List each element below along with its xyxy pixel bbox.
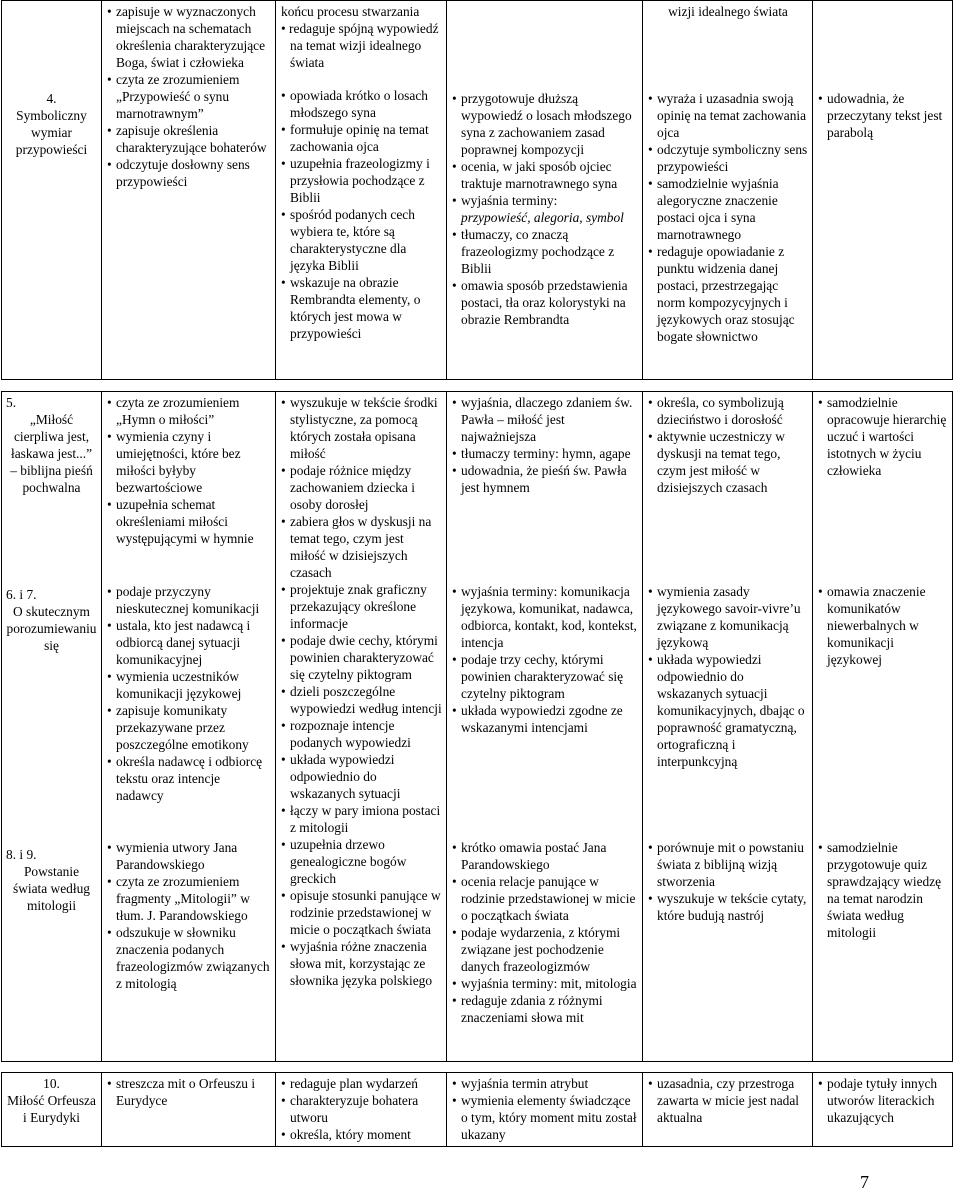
list-item: • odczytuje dosłowny sens przypowieści: [107, 156, 271, 190]
list-item: • redaguje opowiadanie z punktu widzenia danej postaci, przestrzegając norm kompozycyjnych i językowych oraz stosując bogate słownictwo: [648, 243, 808, 345]
page-number: 7: [860, 1172, 869, 1192]
list-item: • dzieli poszczególne wypowiedzi według intencji: [281, 683, 442, 717]
requirements-cell: [643, 1, 813, 380]
table-row: [2, 1, 953, 380]
list-item: • krótko omawia postać Jana Parandowskiego: [452, 839, 638, 873]
list-item: • czyta ze zrozumieniem fragmenty „Mitologii” w tłum. J. Parandowskiego: [107, 873, 271, 924]
list-item: • wyjaśnia terminy: komunikacja językowa, komunikat, nadawca, odbiorca, kontakt, kod, kontekst, intencja: [452, 583, 638, 651]
list-item: • wymienia zasady językowego savoir-vivre’u związane z komunikacją językową: [648, 583, 808, 651]
requirements-cell: [643, 1073, 813, 1147]
list-item: • porównuje mit o powstaniu świata z biblijną wizją stworzenia: [648, 839, 808, 890]
list-item: • wymienia czyny i umiejętności, które bez miłości byłyby bezwartościowe: [107, 428, 271, 496]
list-item: • redaguje plan wydarzeń: [281, 1075, 442, 1092]
list-item: • streszcza mit o Orfeuszu i Eurydyce: [107, 1075, 271, 1109]
requirements-cell: [276, 392, 447, 1062]
lesson-title: Powstanie świata według mitologii: [13, 864, 90, 913]
continued-text: • redaguje spójną wypowiedź na temat wizji idealnego świata: [281, 21, 439, 70]
requirements-cell: [813, 1073, 953, 1147]
list-item: • tłumaczy, co znaczą frazeologizmy pochodzące z Biblii: [452, 226, 638, 277]
list-item: • wyjaśnia różne znaczenia słowa mit, korzystając ze słownika języka polskiego: [281, 938, 442, 989]
list-item: • układa wypowiedzi zgodne ze wskazanymi intencjami: [452, 702, 638, 736]
lesson-number: 6. i 7.: [6, 587, 37, 602]
list-item: • omawia sposób przedstawienia postaci, tła oraz kolorystyki na obrazie Rembrandta: [452, 277, 638, 328]
requirements-cell: [643, 392, 813, 1062]
list-item: • aktywnie uczestniczy w dyskusji na temat tego, czym jest miłość w dzisiejszych czasach: [648, 428, 808, 496]
list-item: • zapisuje w wyznaczonych miejscach na schematach określenia charakteryzujące Boga, świat i człowieka: [107, 3, 271, 71]
requirements-cell: [276, 1073, 447, 1147]
list-item: • układa wypowiedzi odpowiednio do wskazanych sytuacji komunikacyjnych, dbając o poprawność gramatyczną, ortograficzną i interpunkcyjną: [648, 651, 808, 770]
list-item: • wyszukuje w tekście cytaty, które budują nastrój: [648, 890, 808, 924]
list-item: • określa nadawcę i odbiorcę tekstu oraz intencje nadawcy: [107, 753, 271, 804]
list-item: • wymienia utwory Jana Parandowskiego: [107, 839, 271, 873]
list-item: • podaje wydarzenia, z którymi związane jest pochodzenie danych frazeologizmów: [452, 924, 638, 975]
requirements-cell: [813, 392, 953, 1062]
list-item: • spośród podanych cech wybiera te, które są charakterystyczne dla języka Biblii: [281, 206, 442, 274]
list-item: • zapisuje określenia charakteryzujące bohaterów: [107, 122, 271, 156]
lesson-table-middle: [1, 391, 953, 1062]
lesson-number: 5.: [6, 395, 17, 410]
list-item: • łączy w pary imiona postaci z mitologii: [281, 802, 442, 836]
requirements-cell: [447, 392, 643, 1062]
list-item: • wyjaśnia termin atrybut: [452, 1075, 638, 1092]
continued-text: końcu procesu stwarzania: [281, 4, 420, 19]
list-item: • udowadnia, że przeczytany tekst jest parabolą: [818, 90, 948, 141]
list-item: • ocenia relacje panujące w rodzinie przedstawionej w micie o początkach świata: [452, 873, 638, 924]
list-item: • wskazuje na obrazie Rembrandta elementy, o których jest mowa w przypowieści: [281, 274, 442, 342]
lesson-table-top: [1, 0, 953, 380]
lesson-title: Miłość Orfeusza i Eurydyki: [7, 1093, 96, 1125]
list-item: • ustala, kto jest nadawcą i odbiorcą danej sytuacji komunikacyjnej: [107, 617, 271, 668]
list-item: • czyta ze zrozumieniem „Przypowieść o synu marnotrawnym”: [107, 71, 271, 122]
list-item: • uzupełnia schemat określeniami miłości występującymi w hymnie: [107, 496, 271, 547]
list-item: • określa, który moment: [281, 1126, 442, 1143]
lesson-number-cell: [2, 1, 102, 380]
requirements-cell: [102, 1073, 276, 1147]
list-item: • podaje dwie cechy, którymi powinien charakteryzować się czytelny piktogram: [281, 632, 442, 683]
requirements-cell: [102, 392, 276, 1062]
list-item: • podaje trzy cechy, którymi powinien charakteryzować się czytelny piktogram: [452, 651, 638, 702]
list-item: • samodzielnie wyjaśnia alegoryczne znaczenie postaci ojca i syna marnotrawnego: [648, 175, 808, 243]
list-item: • przygotowuje dłuższą wypowiedź o losach młodszego syna z zachowaniem zasad poprawnej kompozycji: [452, 90, 638, 158]
list-item: • udowadnia, że pieśń św. Pawła jest hymnem: [452, 462, 638, 496]
requirements-cell: [102, 1, 276, 380]
lesson-number: 8. i 9.: [6, 847, 37, 862]
requirements-cell: [813, 1, 953, 380]
list-item: • rozpoznaje intencje podanych wypowiedzi: [281, 717, 442, 751]
lesson-table-bottom: [1, 1072, 953, 1147]
list-item: • opisuje stosunki panujące w rodzinie przedstawionej w micie o początkach świata: [281, 887, 442, 938]
lesson-title: „Miłość cierpliwa jest, łaskawa jest...” – biblijna pieśń pochwalna: [10, 412, 93, 495]
requirements-cell: [276, 1, 447, 380]
list-item: • uzasadnia, czy przestroga zawarta w micie jest nadal aktualna: [648, 1075, 808, 1126]
list-item: • wymienia uczestników komunikacji językowej: [107, 668, 271, 702]
list-item: • omawia znaczenie komunikatów niewerbalnych w komunikacji językowej: [818, 583, 948, 668]
lesson-number: 4.: [46, 91, 57, 106]
list-item: • zabiera głos w dyskusji na temat tego, czym jest miłość w dzisiejszych czasach: [281, 513, 442, 581]
list-item: • czyta ze zrozumieniem „Hymn o miłości”: [107, 394, 271, 428]
list-item: • projektuje znak graficzny przekazujący określone informacje: [281, 581, 442, 632]
list-item: • zapisuje komunikaty przekazywane przez poszczególne emotikony: [107, 702, 271, 753]
terms-italic: przypowieść, alegoria, symbol: [461, 210, 624, 225]
list-item-text: wyjaśnia terminy:: [461, 193, 558, 208]
lesson-title: Symboliczny wymiar przypowieści: [15, 108, 88, 157]
list-item: • podaje tytuły innych utworów literackich ukazujących: [818, 1075, 948, 1126]
list-item: • opowiada krótko o losach młodszego syna: [281, 87, 442, 121]
lesson-number-cell: [2, 392, 102, 1062]
list-item: • charakteryzuje bohatera utworu: [281, 1092, 442, 1126]
list-item: • formułuje opinię na temat zachowania ojca: [281, 121, 442, 155]
list-item: • samodzielnie przygotowuje quiz sprawdzający wiedzę na temat narodzin świata według mitologii: [818, 839, 948, 941]
list-item: • układa wypowiedzi odpowiednio do wskazanych sytuacji: [281, 751, 442, 802]
list-item: • ocenia, w jaki sposób ojciec traktuje marnotrawnego syna: [452, 158, 638, 192]
lesson-title: O skutecznym porozumiewaniu się: [6, 604, 97, 653]
list-item: • odczytuje symboliczny sens przypowieści: [648, 141, 808, 175]
list-item: • samodzielnie opracowuje hierarchię uczuć i wartości istotnych w życiu człowieka: [818, 394, 948, 479]
list-item: • wyjaśnia terminy: mit, mitologia: [452, 975, 638, 992]
list-item: • wyszukuje w tekście środki stylistyczne, za pomocą których została opisana miłość: [281, 394, 442, 462]
list-item: • podaje przyczyny nieskutecznej komunikacji: [107, 583, 271, 617]
lesson-number-cell: [2, 1073, 102, 1147]
list-item: • podaje różnice między zachowaniem dziecka i osoby dorosłej: [281, 462, 442, 513]
list-item: • uzupełnia frazeologizmy i przysłowia pochodzące z Biblii: [281, 155, 442, 206]
requirements-cell: [447, 1, 643, 380]
list-item: • wymienia elementy świadczące o tym, który moment mitu został ukazany: [452, 1092, 638, 1143]
lesson-number: 10.: [43, 1076, 60, 1091]
list-item: • uzupełnia drzewo genealogiczne bogów greckich: [281, 836, 442, 887]
list-item: • wyraża i uzasadnia swoją opinię na temat zachowania ojca: [648, 90, 808, 141]
list-item: • redaguje zdania z różnymi znaczeniami słowa mit: [452, 992, 638, 1026]
table-row: [2, 1073, 953, 1147]
list-item: [452, 192, 638, 226]
continued-text: wizji idealnego świata: [668, 4, 788, 19]
requirements-cell: [447, 1073, 643, 1147]
table-row: [2, 392, 953, 1062]
list-item: • wyjaśnia, dlaczego zdaniem św. Pawła – miłość jest najważniejsza: [452, 394, 638, 445]
list-item: • odszukuje w słowniku znaczenia podanych frazeologizmów związanych z mitologią: [107, 924, 271, 992]
list-item: • określa, co symbolizują dzieciństwo i dorosłość: [648, 394, 808, 428]
list-item: • tłumaczy terminy: hymn, agape: [452, 445, 638, 462]
